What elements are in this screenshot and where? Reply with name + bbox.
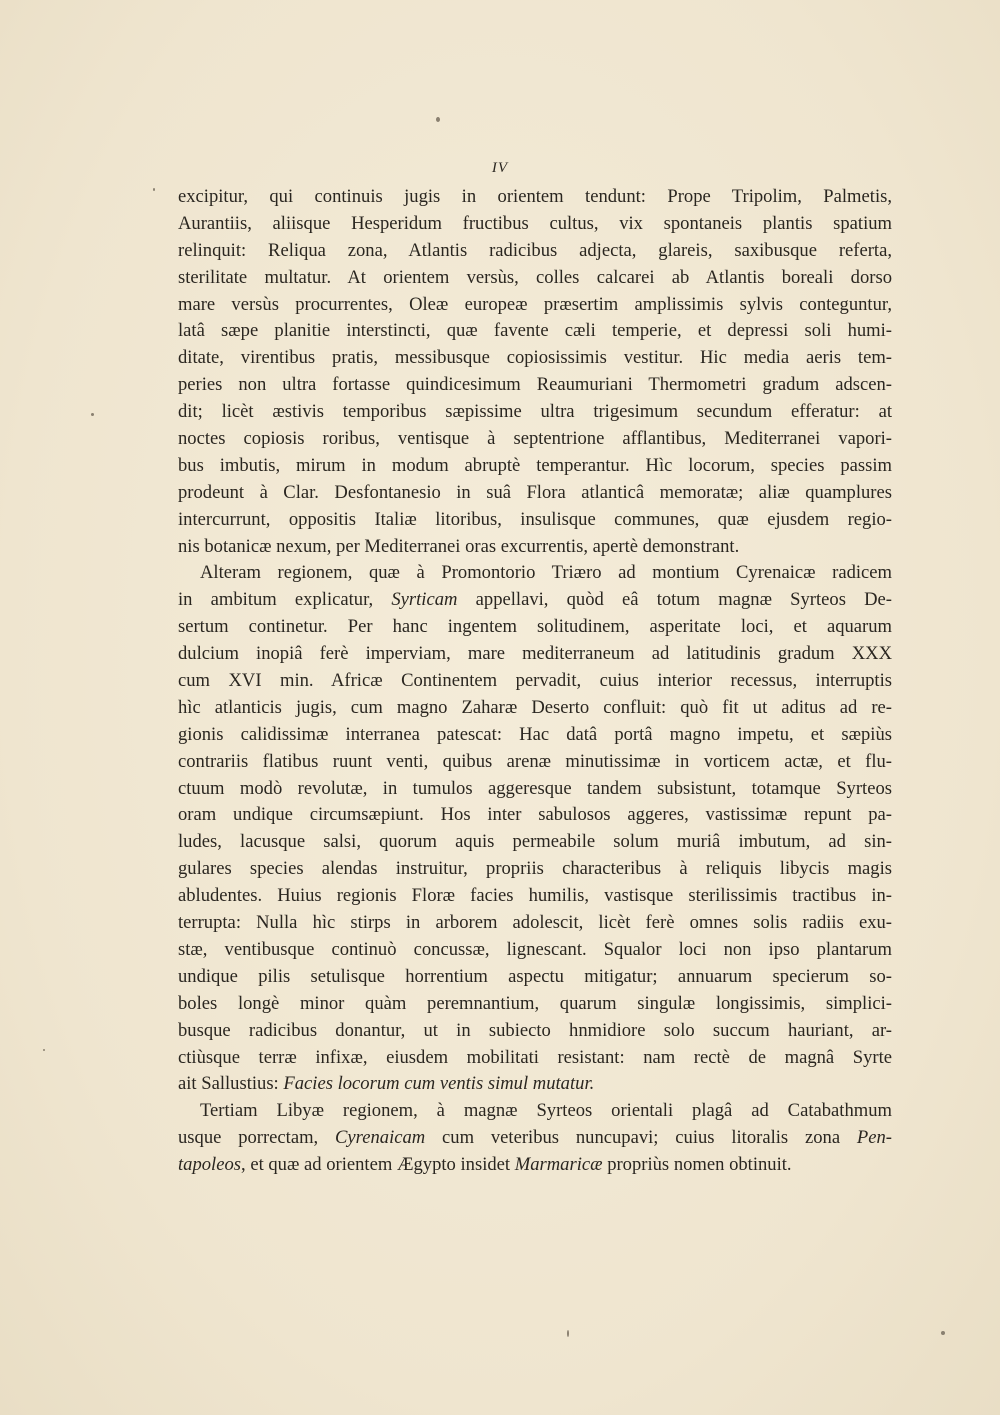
text-line: bus imbutis, mirum in modum abruptè temperantur. Hìc locorum, species passim xyxy=(178,454,892,476)
italic-text: Pen- xyxy=(856,1127,892,1149)
roman-text: ctiùsque terræ infixæ, eiusdem mobilitati resistant: nam rectè de magnâ Syrte xyxy=(178,1046,892,1068)
text-line: peries non ultra fortasse quindicesimum Reaumuriani Thermometri gradum adscen- xyxy=(178,374,892,396)
paper-speck xyxy=(941,1331,945,1335)
paper-speck xyxy=(153,188,155,191)
text-line: ditate, virentibus pratis, messibusque copiosissimis vestitur. Hic media aeris tem- xyxy=(178,347,892,369)
text-line xyxy=(178,937,892,964)
roman-text: usque porrectam, xyxy=(178,1127,336,1149)
italic-text: Facies locorum cum ventis simul mutatur. xyxy=(283,1073,595,1095)
text-line xyxy=(178,964,892,991)
text-line xyxy=(178,695,892,722)
roman-text: ctuum modò revolutæ, in tumulos aggeresque tandem subsistunt, totamque Syrteos xyxy=(178,777,892,799)
roman-text: terrupta: Nulla hìc stirps in arborem adolescit, licèt ferè omnes solis radiis exu- xyxy=(178,912,892,934)
paper-speck xyxy=(91,413,94,416)
roman-text: Alteram regionem, quæ à Promontorio Triæro ad montium Cyrenaicæ radicem xyxy=(200,562,892,584)
roman-text: Tertiam Libyæ regionem, à magnæ Syrteos orientali plagâ ad Catabathmum xyxy=(200,1100,892,1122)
roman-text: boles longè minor quàm peremnantium, quarum singulæ longissimis, simplici- xyxy=(178,992,892,1014)
roman-text: dulcium inopiâ ferè imperviam, mare mediterraneum ad latitudinis gradum XXX xyxy=(178,643,892,665)
text-line xyxy=(178,802,892,829)
text-line: noctes copiosis roribus, ventisque à septentrione afflantibus, Mediterranei vapori- xyxy=(178,428,892,450)
text-line xyxy=(178,991,892,1018)
text-line: relinquit: Reliqua zona, Atlantis radicibus adjecta, glareis, saxibusque referta, xyxy=(178,239,892,261)
roman-text: oram undique circumsæpiunt. Hos inter sabulosos aggeres, vastissimæ repunt pa- xyxy=(178,804,892,826)
text-line: excipitur, qui continuis jugis in orientem tendunt: Prope Tripolim, Palmetis, xyxy=(178,186,892,207)
paper-speck xyxy=(436,117,440,122)
roman-text: sertum continetur. Per hanc ingentem solitudinem, asperitate loci, et aquarum xyxy=(178,616,892,638)
text-line: Aurantiis, aliisque Hesperidum fructibus cultus, vix spontaneis plantis spatium xyxy=(178,212,892,234)
body-text xyxy=(178,184,892,1179)
text-line: nis botanicæ nexum, per Mediterranei oras excurrentis, apertè demonstrant. xyxy=(178,535,740,557)
text-line xyxy=(178,587,892,614)
text-line xyxy=(178,856,892,883)
roman-text: undique pilis setulisque horrentium aspectu mitigatur; annuarum specierum so- xyxy=(178,965,892,987)
roman-text: ludes, lacusque salsi, quorum aquis permeabile solum muriâ imbutum, ad sin- xyxy=(178,831,892,853)
text-line: latâ sæpe planitie interstincti, quæ favente cæli temperie, et depressi soli humi- xyxy=(178,320,892,342)
roman-text: , et quæ ad orientem Ægypto insidet xyxy=(241,1154,515,1176)
roman-text: ait Sallustius: xyxy=(178,1073,284,1095)
text-line xyxy=(178,560,892,587)
text-line xyxy=(178,1071,892,1098)
italic-text: tapoleos xyxy=(178,1154,242,1176)
text-line xyxy=(178,1125,892,1152)
text-line xyxy=(178,641,892,668)
text-line xyxy=(178,722,892,749)
text-line xyxy=(178,829,892,856)
roman-text: gionis calidissimæ interranea patescat: Hac datâ portâ magno impetu, et sæpiùs xyxy=(178,723,892,745)
text-line xyxy=(178,883,892,910)
text-line: prodeunt à Clar. Desfontanesio in suâ Flora atlanticâ memoratæ; aliæ quamplures xyxy=(178,481,892,503)
roman-text: propriùs nomen obtinuit. xyxy=(602,1154,792,1176)
roman-text: appellavi, quòd eâ totum magnæ Syrteos De- xyxy=(457,589,892,611)
roman-text: cum XVI min. Africæ Continentem pervadit, cuius interior recessus, interruptis xyxy=(178,670,892,692)
roman-text: hìc atlanticis jugis, cum magno Zaharæ Deserto confluit: quò fit ut aditus ad re- xyxy=(178,696,892,718)
italic-text: Syrticam xyxy=(391,589,458,611)
text-line xyxy=(178,1152,892,1179)
roman-text: stæ, ventibusque continuò concussæ, lignescant. Squalor loci non ipso plantarum xyxy=(178,938,892,960)
text-line: intercurrunt, oppositis Italiæ litoribus, insulisque communes, quæ ejusdem regio- xyxy=(178,508,892,530)
text-line: dit; licèt æstivis temporibus sæpissime ultra trigesimum secundum efferatur: at xyxy=(178,401,892,423)
text-line: mare versùs procurrentes, Oleæ europeæ præsertim amplissimis sylvis conteguntur, xyxy=(178,293,892,315)
page-number: IV xyxy=(491,160,509,176)
text-line xyxy=(178,776,892,803)
text-line xyxy=(178,910,892,937)
roman-text: gulares species alendas instruitur, propriis characteribus à reliquis libycis magis xyxy=(178,858,892,880)
text-line xyxy=(178,668,892,695)
text-line: sterilitate multatur. At orientem versùs, colles calcarei ab Atlantis boreali dorso xyxy=(178,266,892,288)
text-line xyxy=(178,614,892,641)
roman-text: contrariis flatibus ruunt venti, quibus arenæ minutissimæ in vorticem actæ, et flu- xyxy=(178,750,892,772)
roman-text: abludentes. Huius regionis Floræ facies humilis, vastisque sterilissimis tractibus in- xyxy=(178,885,892,907)
text-line xyxy=(178,1098,892,1125)
roman-text: busque radicibus donantur, ut in subiecto hnmidiore solo succum hauriant, ar- xyxy=(178,1019,892,1041)
text-line xyxy=(178,1018,892,1045)
paper-speck xyxy=(567,1330,569,1337)
text-line xyxy=(178,749,892,776)
italic-text: Marmaricæ xyxy=(514,1154,603,1176)
paper-speck xyxy=(43,1049,45,1051)
text-line xyxy=(178,1045,892,1072)
roman-text: in ambitum explicatur, xyxy=(178,589,392,611)
roman-text: cum veteribus nuncupavi; cuius litoralis zona xyxy=(425,1127,857,1149)
italic-text: Cyrenaicam xyxy=(335,1127,426,1149)
